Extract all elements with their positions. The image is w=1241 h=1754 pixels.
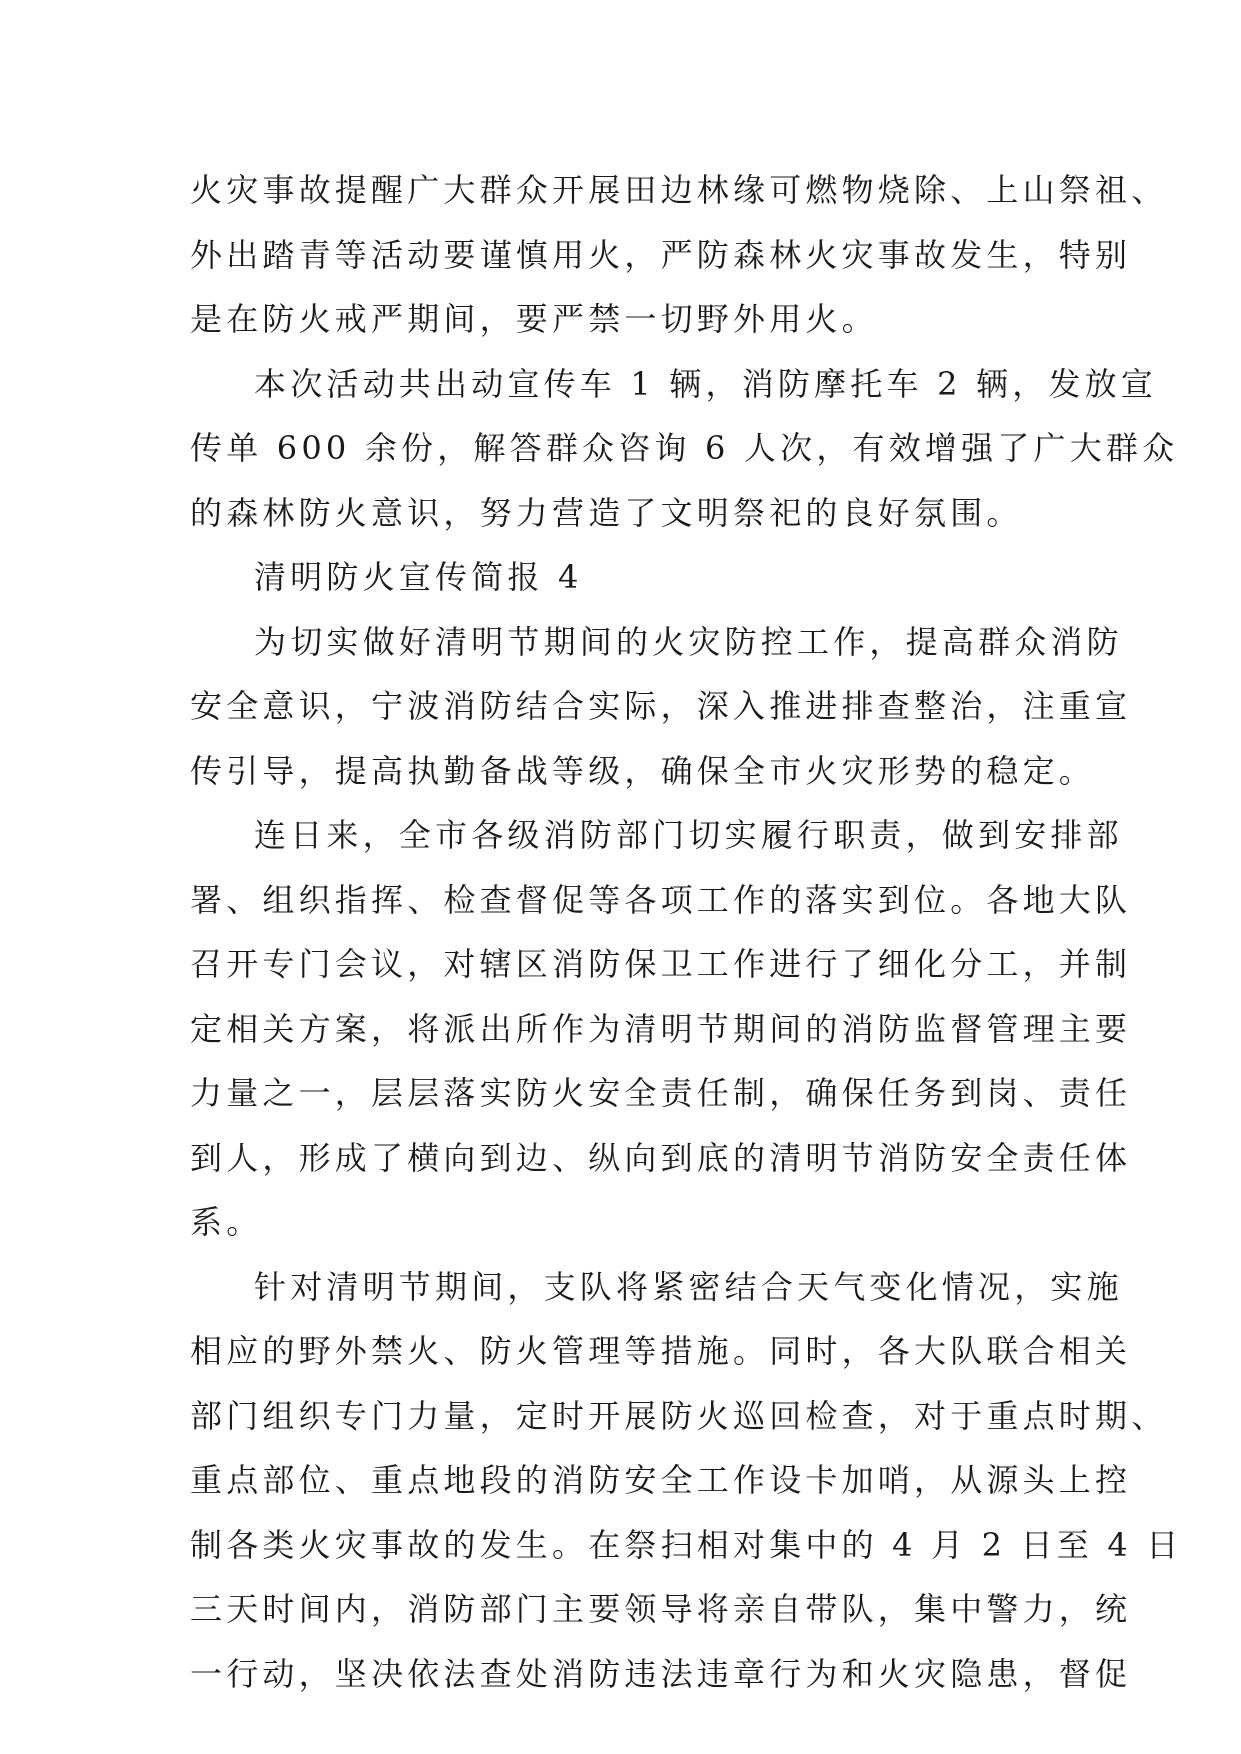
text-line: 传单 600 余份，解答群众咨询 6 人次，有效增强了广大群众 bbox=[190, 429, 1179, 467]
text-line: 制各类火灾事故的发生。在祭扫相对集中的 4 月 2 日至 4 日 bbox=[190, 1525, 1183, 1564]
document-body bbox=[190, 158, 1183, 1706]
text-line: 系。 bbox=[190, 1203, 263, 1241]
paragraph-start-line: 本次活动共出动宣传车 1 辆，消防摩托车 2 辆，发放宣 bbox=[254, 364, 1158, 403]
text-line: 力量之一，层层落实防火安全责任制，确保任务到岗、责任 bbox=[190, 1074, 1132, 1112]
paragraph-start-line: 连日来，全市各级消防部门切实履行职责，做到安排部 bbox=[254, 816, 1123, 854]
text-line: 到人，形成了横向到边、纵向到底的清明节消防安全责任体 bbox=[190, 1138, 1132, 1177]
text-line: 传引导，提高执勤备战等级，确保全市火灾形势的稳定。 bbox=[190, 751, 1096, 790]
text-line: 定相关方案，将派出所作为清明节期间的消防监督管理主要 bbox=[190, 1009, 1132, 1048]
text-line: 是在防火戒严期间，要严禁一切野外用火。 bbox=[190, 300, 878, 338]
text-line: 相应的野外禁火、防火管理等措施。同时，各大队联合相关 bbox=[190, 1332, 1132, 1370]
text-line: 火灾事故提醒广大群众开展田边林缘可燃物烧除、上山祭祖、 bbox=[190, 171, 1168, 209]
text-line: 外出踏青等活动要谨慎用火，严防森林火灾事故发生，特别 bbox=[190, 235, 1132, 274]
text-line: 三天时间内，消防部门主要领导将亲自带队，集中警力，统 bbox=[190, 1590, 1132, 1628]
text-line: 安全意识，宁波消防结合实际，深入推进排查整治，注重宣 bbox=[190, 687, 1132, 725]
paragraph-start-line: 为切实做好清明节期间的火灾防控工作，提高群众消防 bbox=[254, 622, 1123, 661]
section-heading: 清明防火宣传简报 4 bbox=[254, 558, 583, 596]
text-line: 重点部位、重点地段的消防安全工作设卡加哨，从源头上控 bbox=[190, 1461, 1132, 1499]
paragraph-start-line: 针对清明节期间，支队将紧密结合天气变化情况，实施 bbox=[254, 1267, 1123, 1306]
text-line: 的森林防火意识，努力营造了文明祭祀的良好氛围。 bbox=[190, 493, 1023, 532]
text-line: 召开专门会议，对辖区消防保卫工作进行了细化分工，并制 bbox=[190, 945, 1132, 983]
text-line: 一行动，坚决依法查处消防违法违章行为和火灾隐患，督促 bbox=[190, 1654, 1132, 1693]
text-line: 署、组织指挥、检查督促等各项工作的落实到位。各地大队 bbox=[190, 880, 1132, 919]
text-line: 部门组织专门力量，定时开展防火巡回检查，对于重点时期、 bbox=[190, 1396, 1168, 1435]
